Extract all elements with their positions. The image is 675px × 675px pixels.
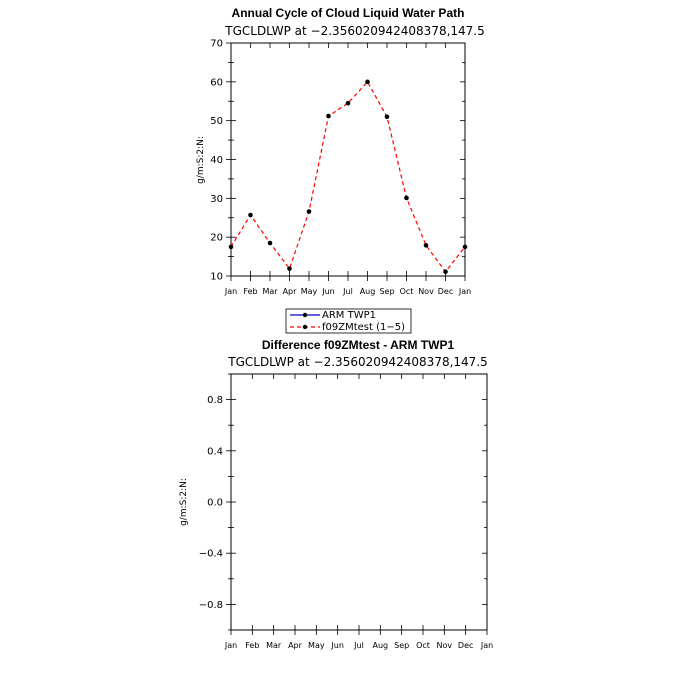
y-tick-label: 0.8: [207, 395, 223, 407]
x-tick-label: Dec: [437, 287, 454, 296]
top-chart-title: Annual Cycle of Cloud Liquid Water Path: [231, 6, 465, 20]
series-line: [231, 82, 465, 272]
top-x-ticks: [224, 43, 471, 296]
y-tick-label: 50: [210, 116, 223, 128]
x-tick-label: Dec: [457, 641, 474, 650]
y-tick-label: −0.8: [198, 599, 223, 611]
x-tick-label: Apr: [282, 287, 297, 296]
x-tick-label: May: [308, 641, 325, 650]
bottom-x-ticks: [224, 374, 493, 650]
x-tick-label: Jan: [224, 641, 238, 650]
data-point: [287, 266, 292, 271]
x-tick-label: Sep: [394, 641, 410, 650]
y-tick-label: 0.0: [207, 497, 223, 509]
x-tick-label: Mar: [266, 641, 282, 650]
top-y-axis-label: g/m:S:2:N:: [196, 136, 206, 184]
x-tick-label: Jan: [224, 287, 238, 296]
x-tick-label: Nov: [418, 287, 434, 296]
data-point: [248, 213, 253, 218]
legend-marker-model: [303, 325, 307, 329]
y-tick-label: 60: [210, 77, 223, 89]
bottom-y-ticks: [199, 374, 487, 630]
x-tick-label: Mar: [262, 287, 278, 296]
legend-label-arm: ARM TWP1: [322, 310, 376, 321]
x-tick-label: Jun: [331, 641, 344, 650]
data-point: [424, 243, 429, 248]
legend-marker-arm: [303, 313, 307, 317]
data-point: [229, 245, 234, 250]
data-point: [326, 114, 331, 119]
x-tick-label: Aug: [359, 287, 376, 296]
top-chart: [196, 6, 485, 296]
y-tick-label: 40: [210, 155, 223, 166]
bottom-plot-frame: [231, 374, 487, 630]
top-chart-subtitle: TGCLDLWP at −2.356020942408378,147.5: [225, 24, 485, 38]
bottom-y-axis-label: g/m:S:2:N:: [179, 478, 189, 526]
y-tick-label: 0.4: [207, 446, 223, 458]
y-tick-label: −0.4: [198, 548, 223, 560]
y-tick-label: 10: [210, 271, 223, 283]
data-point: [443, 269, 448, 274]
y-tick-label: 70: [210, 38, 223, 50]
x-tick-label: May: [300, 287, 318, 296]
x-tick-label: Jul: [354, 641, 364, 650]
data-point: [385, 114, 390, 119]
data-point: [404, 196, 409, 201]
x-tick-label: Oct: [416, 641, 430, 650]
x-tick-label: Feb: [245, 641, 260, 650]
y-tick-label: 30: [210, 193, 223, 205]
data-point: [268, 241, 273, 246]
x-tick-label: Nov: [436, 641, 453, 650]
x-tick-label: Oct: [399, 287, 414, 296]
legend-label-model: f09ZMtest (1−5): [322, 322, 406, 333]
top-series: [229, 80, 468, 274]
x-tick-label: Sep: [379, 287, 395, 296]
x-tick-label: Jan: [458, 287, 472, 296]
x-tick-label: Jul: [343, 287, 353, 296]
y-tick-label: 20: [210, 232, 223, 244]
legend: [286, 309, 411, 333]
bottom-chart: [179, 338, 493, 650]
bottom-chart-subtitle: TGCLDLWP at −2.356020942408378,147.5: [228, 355, 488, 369]
x-tick-label: Apr: [288, 641, 302, 650]
x-tick-label: Jun: [322, 287, 335, 296]
data-point: [346, 101, 351, 106]
data-point: [463, 245, 468, 250]
x-tick-label: Feb: [243, 287, 258, 296]
x-tick-label: Jan: [480, 641, 494, 650]
x-tick-label: Aug: [372, 641, 389, 650]
data-point: [307, 209, 312, 214]
bottom-chart-title: Difference f09ZMtest - ARM TWP1: [261, 338, 455, 352]
data-point: [365, 80, 370, 85]
top-plot-frame: [231, 43, 465, 276]
